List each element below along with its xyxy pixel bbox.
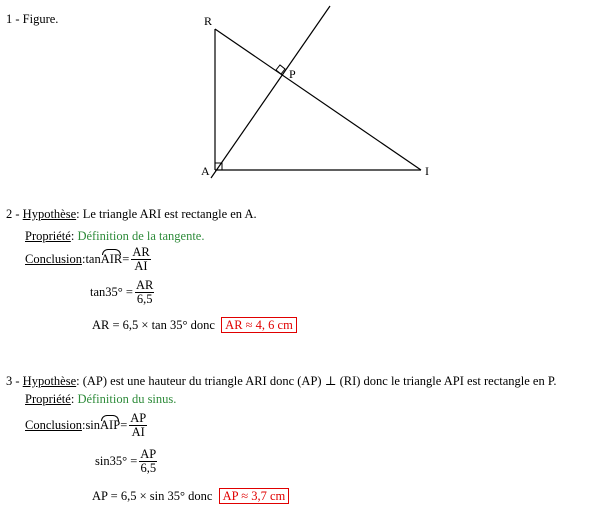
- section-3-conclusion-line-3: AP = 6,5 × sin 35° donc AP ≈ 3,7 cm: [92, 489, 289, 504]
- hypothesis-text: : (AP) est une hauteur du triangle ARI donc (AP) ⊥ (RI) donc le triangle API est rectangle en P.: [76, 374, 557, 388]
- property-label: Propriété: [25, 392, 71, 406]
- fraction-AR-AI: $\frac{AR}{AI}$: [132, 244, 150, 273]
- section-2-number: 2 -: [6, 207, 23, 221]
- result-box-AP: AP ≈ 3,7 cm: [219, 488, 290, 504]
- result-box-AR: AR ≈ 4, 6 cm: [221, 317, 297, 333]
- angle-AIR: AIR: [100, 251, 123, 266]
- section-3-property: Propriété: Définition du sinus.: [25, 392, 177, 406]
- fraction-AR-6-5: $\frac{AR}{6,5}$: [135, 277, 154, 306]
- point-label-A: A: [201, 164, 210, 178]
- triangle-figure: [0, 0, 600, 200]
- hypothesis-text: : Le triangle ARI est rectangle en A.: [76, 207, 257, 221]
- section-3-conclusion-line-1: Conclusion : sin AIP = $\frac{AP}{AI}$: [25, 410, 147, 439]
- property-label: Propriété: [25, 229, 71, 243]
- angle-AIP: AIP: [100, 417, 121, 432]
- point-label-P: P: [289, 67, 296, 81]
- section-2-hypothesis: [6, 207, 257, 222]
- section-2-conclusion-line-3: AR = 6,5 × tan 35° donc AR ≈ 4, 6 cm: [92, 318, 297, 333]
- section-3-number: 3 -: [6, 374, 23, 388]
- point-label-R: R: [204, 14, 213, 28]
- section-2-property: Propriété: Définition de la tangente.: [25, 229, 205, 243]
- conclusion-label: Conclusion: [25, 417, 82, 432]
- point-label-I: I: [425, 164, 429, 178]
- section-1-label: 1 - Figure.: [6, 12, 59, 26]
- section-2-conclusion-line-1: Conclusion : tan AIR = $\frac{AR}{AI}$: [25, 244, 150, 273]
- segment-RI: [215, 29, 421, 170]
- conclusion-label: Conclusion: [25, 251, 82, 266]
- section-3-conclusion-line-2: sin35° = $\frac{AP}{6,5}$: [95, 446, 157, 475]
- section-3-hypothesis: [6, 373, 557, 389]
- fraction-AP-AI: $\frac{AP}{AI}$: [130, 410, 147, 439]
- fraction-AP-6-5: $\frac{AP}{6,5}$: [140, 446, 157, 475]
- property-text: Définition du sinus.: [77, 392, 177, 406]
- line-AP: [211, 6, 330, 178]
- section-2-conclusion-line-2: tan35° = $\frac{AR}{6,5}$: [90, 277, 154, 306]
- hypothesis-label: Hypothèse: [22, 374, 77, 388]
- hypothesis-label: Hypothèse: [22, 207, 77, 221]
- property-text: Définition de la tangente.: [77, 229, 205, 243]
